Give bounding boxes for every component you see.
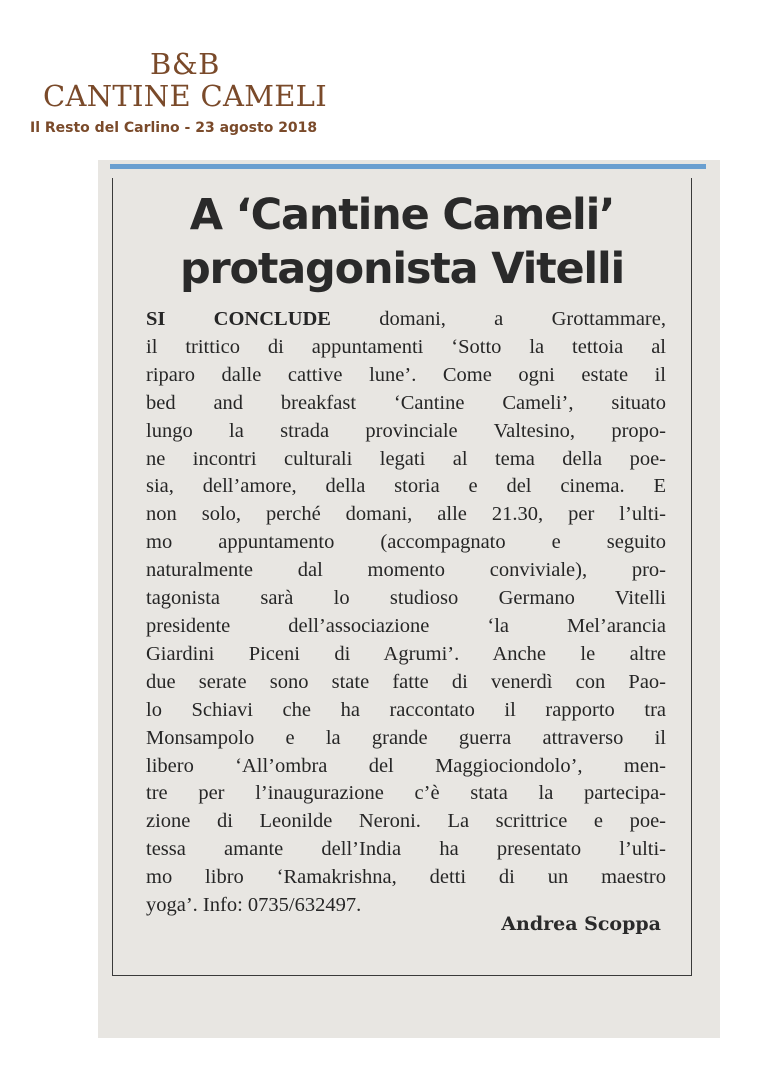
article-headline	[113, 188, 691, 296]
body-line: presidente dell’associazione ‘la Mel’arancia	[146, 614, 666, 637]
body-line	[146, 306, 666, 334]
body-line: tessa amante dell’India ha presentato l’ulti-	[146, 838, 666, 861]
body-line: bed and breakfast ‘Cantine Cameli’, situato	[146, 391, 666, 414]
article-body	[146, 306, 666, 920]
body-line: il trittico di appuntamenti ‘Sotto la tettoia al	[146, 335, 666, 358]
body-line: Giardini Piceni di Agrumi’. Anche le altre	[146, 642, 666, 665]
body-line: riparo dalle cattive lune’. Come ogni estate il	[146, 363, 666, 386]
brand-line-2: CANTINE CAMELI	[43, 79, 327, 113]
body-line: lo Schiavi che ha raccontato il rapporto tra	[146, 698, 666, 721]
body-line: sia, dell’amore, della storia e del cinema. E	[146, 475, 666, 498]
headline-line-2: protagonista Vitelli	[179, 244, 625, 294]
body-line: naturalmente dal momento conviviale), pro-	[146, 559, 666, 582]
body-line-text: domani, a Grottammare,	[330, 308, 666, 330]
body-line: tagonista sarà lo studioso Germano Vitelli	[146, 587, 666, 610]
article-frame	[112, 178, 692, 976]
body-line: zione di Leonilde Neroni. La scrittrice e poe-	[146, 810, 666, 833]
body-line: yoga’. Info: 0735/632497.	[146, 894, 362, 917]
brand-line-1: B&B	[150, 47, 220, 81]
body-line: non solo, perché domani, alle 21.30, per l’ulti-	[146, 503, 666, 526]
body-line: tre per l’inaugurazione c’è stata la partecipa-	[146, 782, 666, 805]
brand-logo	[30, 48, 340, 112]
body-line: mo appuntamento (accompagnato e seguito	[146, 531, 666, 554]
headline-line-1: A ‘Cantine Cameli’	[189, 190, 615, 240]
body-line: due serate sono state fatte di venerdì con Pao-	[146, 670, 666, 693]
body-line: mo libro ‘Ramakrishna, detti di un maestro	[146, 866, 666, 889]
body-line: lungo la strada provinciale Valtesino, propo-	[146, 419, 666, 442]
body-line: libero ‘All’ombra del Maggiociondolo’, men-	[146, 754, 666, 777]
body-line: Monsampolo e la grande guerra attraverso il	[146, 726, 666, 749]
lead-words: SI CONCLUDE	[146, 308, 331, 330]
body-line: ne incontri culturali legati al tema della poe-	[146, 447, 666, 470]
article-byline: Andrea Scoppa	[501, 913, 661, 935]
source-caption: Il Resto del Carlino - 23 agosto 2018	[30, 120, 318, 136]
